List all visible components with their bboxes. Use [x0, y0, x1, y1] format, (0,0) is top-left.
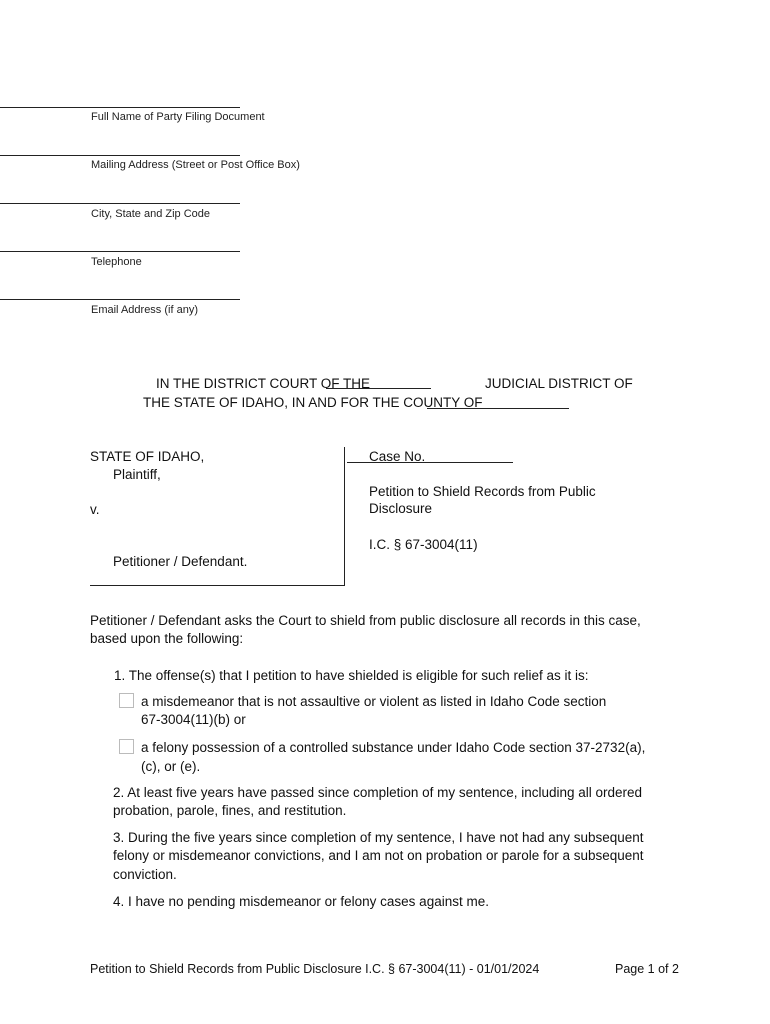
email-label: Email Address (if any)	[91, 304, 198, 316]
mailing-address-line[interactable]	[0, 155, 240, 156]
caption-state: STATE OF IDAHO,	[90, 449, 205, 464]
item-2-line2: probation, parole, fines, and restitution.	[113, 803, 347, 818]
intro-line1: Petitioner / Defendant asks the Court to shield from public disclosure all records in this case,	[90, 613, 641, 628]
document-title-line1: Petition to Shield Records from Public	[369, 484, 596, 499]
caption-vertical-rule	[344, 447, 345, 585]
item-3-line2: felony or misdemeanor convictions, and I am not on probation or parole for a subsequent	[113, 848, 644, 863]
intro-line2: based upon the following:	[90, 631, 244, 646]
caption-plaintiff: Plaintiff,	[113, 467, 161, 482]
option-b-line1: a felony possession of a controlled substance under Idaho Code section 37-2732(a),	[141, 740, 646, 755]
option-b-line2: (c), or (e).	[141, 759, 201, 774]
county-blank[interactable]	[427, 408, 569, 409]
mailing-address-label: Mailing Address (Street or Post Office Box)	[91, 159, 300, 171]
court-heading-line2: THE STATE OF IDAHO, IN AND FOR THE COUNTY OF	[143, 395, 483, 410]
case-number-label: Case No.	[369, 449, 426, 464]
option-a-line1: a misdemeanor that is not assaultive or violent as listed in Idaho Code section	[141, 694, 607, 709]
caption-defendant: Petitioner / Defendant.	[113, 554, 248, 569]
item-4: 4. I have no pending misdemeanor or felony cases against me.	[113, 894, 489, 909]
caption-versus: v.	[90, 502, 100, 517]
city-state-zip-line[interactable]	[0, 203, 240, 204]
item-2-line1: 2. At least five years have passed since completion of my sentence, including all ordered	[113, 785, 643, 800]
footer-form-title: Petition to Shield Records from Public Disclosure I.C. § 67-3004(11) - 01/01/2024	[90, 962, 540, 976]
item-3-line1: 3. During the five years since completion of my sentence, I have not had any subsequent	[113, 830, 644, 845]
full-name-line[interactable]	[0, 107, 240, 108]
telephone-line[interactable]	[0, 251, 240, 252]
email-line[interactable]	[0, 299, 240, 300]
court-heading-line1a: IN THE DISTRICT COURT OF THE	[156, 376, 371, 391]
felony-possession-checkbox[interactable]	[119, 739, 134, 754]
caption-bottom-rule	[90, 585, 345, 586]
judicial-district-blank[interactable]	[326, 388, 431, 389]
statute-reference: I.C. § 67-3004(11)	[369, 537, 478, 552]
misdemeanor-checkbox[interactable]	[119, 693, 134, 708]
court-heading-line1b: JUDICIAL DISTRICT OF	[485, 376, 633, 391]
telephone-label: Telephone	[91, 256, 142, 268]
full-name-label: Full Name of Party Filing Document	[91, 111, 265, 123]
document-title-line2: Disclosure	[369, 501, 433, 516]
footer-page-number: Page 1 of 2	[615, 962, 679, 976]
city-state-zip-label: City, State and Zip Code	[91, 208, 211, 220]
item-3-line3: conviction.	[113, 867, 177, 882]
option-a-line2: 67-3004(11)(b) or	[141, 712, 246, 727]
item-1: 1. The offense(s) that I petition to have shielded is eligible for such relief as it is:	[114, 668, 589, 683]
